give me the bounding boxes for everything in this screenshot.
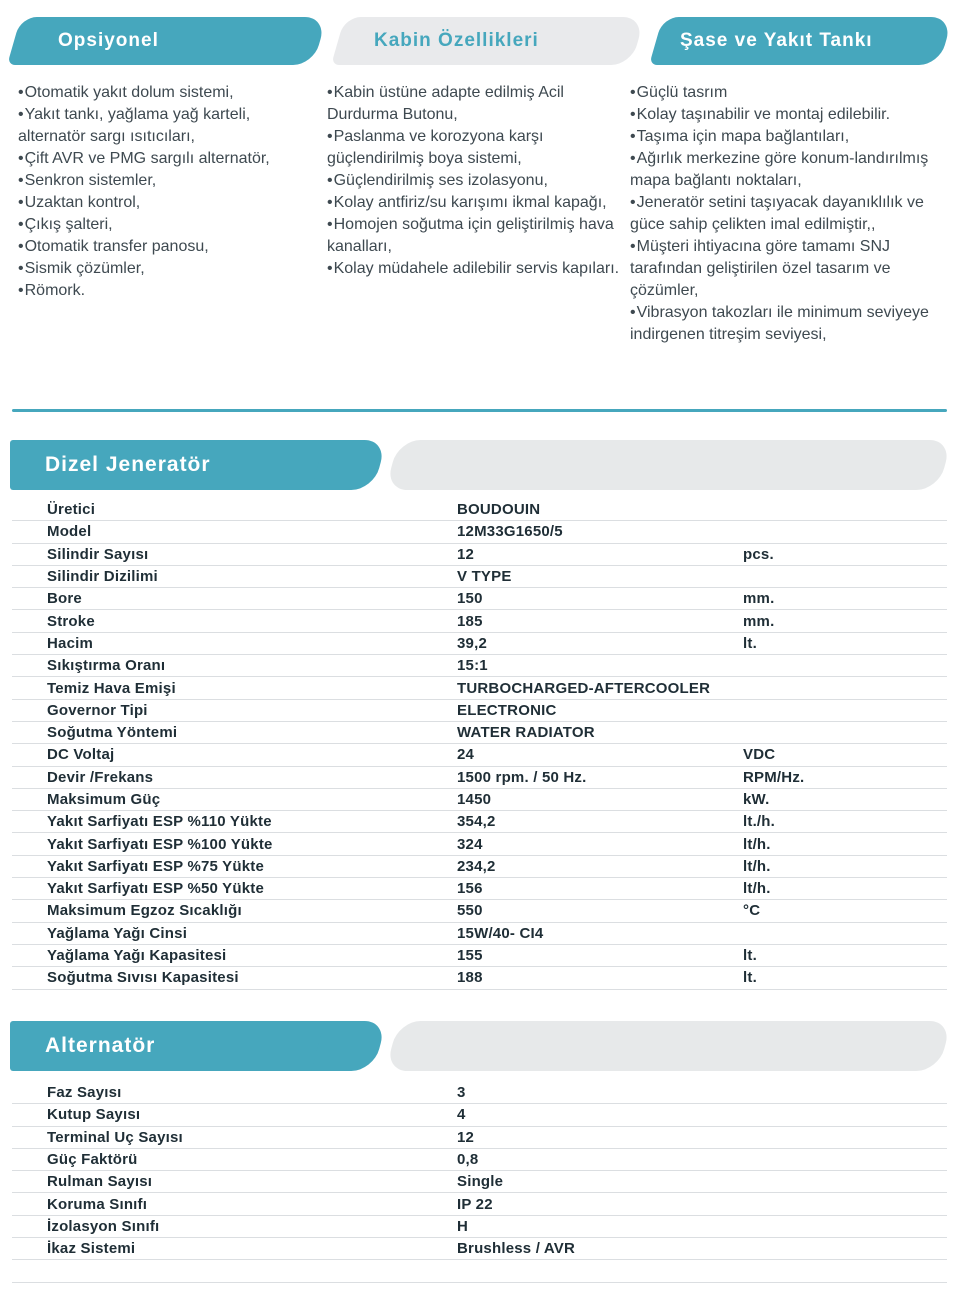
spec-label: İkaz Sistemi: [47, 1240, 136, 1258]
kabin-bullet-list: [327, 82, 625, 280]
spec-value: 3: [457, 1084, 466, 1102]
list-item-text: Römork.: [24, 282, 86, 299]
spec-unit: pcs.: [743, 545, 774, 563]
table-row: [12, 1082, 947, 1104]
spec-value: 4: [457, 1106, 466, 1124]
list-item: [18, 82, 296, 104]
list-item: [18, 148, 296, 170]
spec-value: 15W/40- CI4: [457, 924, 544, 942]
table-row: [12, 588, 947, 610]
bullet-icon: •: [327, 84, 333, 101]
spec-value: ELECTRONIC: [457, 701, 557, 719]
bullet-icon: •: [18, 282, 24, 299]
list-item-text: Otomatik transfer panosu,: [24, 238, 209, 255]
tab-kabin-ozellikleri-label: Kabin Özellikleri: [374, 30, 539, 51]
table-row: [12, 945, 947, 967]
bullet-icon: •: [18, 84, 24, 101]
spec-label: Rulman Sayısı: [47, 1173, 153, 1191]
list-item: [630, 148, 940, 192]
list-item-text: Çıkış şalteri,: [24, 216, 113, 233]
spec-unit: mm.: [743, 612, 775, 630]
list-item-text: Jeneratör setini taşıyacak dayanıklılık ve güce sahip çelikten imal edilmiştir,,: [630, 194, 924, 233]
table-row: [12, 1171, 947, 1193]
spec-value: 24: [457, 746, 475, 764]
list-item: [630, 236, 940, 302]
spec-label: Temiz Hava Emişi: [47, 679, 176, 697]
spec-unit: lt./h.: [743, 813, 776, 831]
table-row: [12, 700, 947, 722]
tab-opsiyonel: [7, 17, 327, 65]
list-item: [327, 192, 625, 214]
list-item: [18, 214, 296, 236]
spec-label: Governor Tipi: [47, 701, 148, 719]
spec-label: Yağlama Yağı Kapasitesi: [47, 947, 227, 965]
spec-value: 12: [457, 1128, 475, 1146]
table-row: [12, 1260, 947, 1282]
table-row: [12, 1238, 947, 1260]
spec-label: Terminal Uç Sayısı: [47, 1128, 183, 1146]
spec-label: Güç Faktörü: [47, 1151, 138, 1169]
list-item-text: Yakıt tankı, yağlama yağ karteli, alternatör sargı ısıtıcıları,: [18, 106, 251, 145]
list-item: [18, 236, 296, 258]
spec-value: H: [457, 1217, 469, 1235]
list-item-text: Vibrasyon takozları ile minimum seviyeye indirgenen titreşim seviyesi,: [630, 304, 929, 343]
spec-label: Yakıt Sarfiyatı ESP %75 Yükte: [47, 857, 265, 875]
spec-unit: lt/h.: [743, 880, 771, 898]
spec-unit: lt.: [743, 969, 757, 987]
spec-unit: lt/h.: [743, 835, 771, 853]
list-item: [327, 258, 625, 280]
bullet-icon: •: [630, 106, 636, 123]
list-item: [630, 302, 940, 346]
spec-label: Maksimum Güç: [47, 791, 161, 808]
spec-label: Faz Sayısı: [47, 1084, 122, 1102]
table-row: [12, 767, 947, 789]
spec-label: Yakıt Sarfiyatı ESP %100 Yükte: [47, 835, 273, 853]
bullet-icon: •: [630, 128, 636, 145]
spec-value: V TYPE: [457, 568, 512, 586]
list-item: [18, 280, 296, 302]
list-item-text: Uzaktan kontrol,: [24, 194, 141, 211]
header-teal-band-cap: [311, 440, 386, 490]
list-item-text: Homojen soğutma için geliştirilmiş hava kanalları,: [327, 216, 614, 255]
spec-label: Koruma Sınıfı: [47, 1195, 148, 1213]
spec-value: 234,2: [457, 857, 496, 875]
list-item: [18, 258, 296, 280]
list-item: [327, 214, 625, 258]
spec-value: IP 22: [457, 1195, 493, 1213]
spec-value: WATER RADIATOR: [457, 724, 595, 742]
spec-value: 324: [457, 835, 483, 853]
table-row: [12, 744, 947, 766]
tab-kabin-ozellikleri: [331, 17, 645, 65]
spec-label: Yakıt Sarfiyatı ESP %50 Yükte: [47, 880, 265, 898]
list-item: [327, 170, 625, 192]
bullet-icon: •: [18, 194, 24, 211]
list-item-text: Çift AVR ve PMG sargılı alternatör,: [24, 150, 270, 167]
spec-unit: °C: [743, 902, 761, 920]
spec-label: Soğutma Yöntemi: [47, 724, 178, 742]
bullet-icon: •: [630, 304, 636, 321]
spec-value: 550: [457, 902, 483, 920]
spec-label: DC Voltaj: [47, 746, 115, 764]
list-item-text: Paslanma ve korozyona karşı güçlendirilmiş boya sistemi,: [327, 128, 544, 167]
table-row: [12, 811, 947, 833]
table-row: [12, 610, 947, 632]
table-row: [12, 856, 947, 878]
header-gray-band: [385, 440, 951, 490]
section-header-alternator: [10, 1021, 947, 1071]
list-item-text: Taşıma için mapa bağlantıları,: [636, 128, 850, 145]
spec-value: BOUDOUIN: [457, 501, 541, 519]
table-row: [12, 499, 947, 521]
bullet-icon: •: [18, 172, 24, 189]
list-item: [630, 104, 940, 126]
table-row: [12, 967, 947, 989]
table-row: [12, 1216, 947, 1238]
table-row: [12, 722, 947, 744]
bullet-icon: •: [327, 194, 333, 211]
spec-label: Sıkıştırma Oranı: [47, 657, 166, 675]
table-row: [12, 900, 947, 922]
spec-value: Single: [457, 1173, 504, 1191]
spec-label: Hacim: [47, 634, 94, 652]
tab-opsiyonel-label: Opsiyonel: [58, 30, 159, 51]
alternator-spec-table: [12, 1082, 947, 1283]
bullet-icon: •: [327, 216, 333, 233]
bullet-icon: •: [327, 172, 333, 189]
table-row: [12, 1149, 947, 1171]
spec-value: 1500 rpm. / 50 Hz.: [457, 768, 587, 786]
spec-value: 15:1: [457, 657, 488, 675]
list-item: [630, 192, 940, 236]
table-row: [12, 923, 947, 945]
spec-value: 12: [457, 545, 475, 563]
spec-unit: lt/h.: [743, 857, 771, 875]
opsiyonel-bullet-list: [18, 82, 296, 302]
list-item: [630, 126, 940, 148]
spec-label: Silindir Sayısı: [47, 545, 149, 563]
spec-label: Soğutma Sıvısı Kapasitesi: [47, 969, 239, 987]
list-item: [327, 82, 625, 126]
bullet-icon: •: [630, 194, 636, 211]
spec-value: 12M33G1650/5: [457, 523, 563, 541]
spec-label: İzolasyon Sınıfı: [47, 1217, 160, 1235]
spec-label: Maksimum Egzoz Sıcaklığı: [47, 902, 242, 920]
table-row: [12, 633, 947, 655]
bullet-icon: •: [630, 238, 636, 255]
spec-label: Üretici: [47, 501, 96, 519]
bullet-icon: •: [327, 260, 333, 277]
tab-sase-ve-yakit-tanki: [649, 17, 953, 65]
list-item-text: Kolay müdahele adilebilir servis kapıları.: [333, 260, 620, 277]
list-item: [18, 192, 296, 214]
spec-unit: lt.: [743, 947, 757, 965]
bullet-icon: •: [18, 260, 24, 277]
spec-value: TURBOCHARGED-AFTERCOOLER: [457, 679, 711, 697]
spec-unit: lt.: [743, 634, 757, 652]
list-item-text: Ağırlık merkezine göre konum-landırılmış mapa bağlantı noktaları,: [630, 150, 929, 189]
table-row: [12, 655, 947, 677]
table-row: [12, 833, 947, 855]
list-item-text: Kolay taşınabilir ve montaj edilebilir.: [636, 106, 891, 123]
list-item-text: Kolay antfiriz/su karışımı ikmal kapağı,: [333, 194, 607, 211]
spec-value: 354,2: [457, 813, 496, 831]
list-item: [18, 104, 296, 148]
list-item-text: Senkron sistemler,: [24, 172, 157, 189]
table-row: [12, 878, 947, 900]
table-row: [12, 1193, 947, 1215]
bullet-icon: •: [18, 238, 24, 255]
dizel-jenerator-spec-table: [12, 499, 947, 990]
list-item-text: Güçlendirilmiş ses izolasyonu,: [333, 172, 548, 189]
spec-unit: mm.: [743, 590, 775, 608]
bullet-icon: •: [18, 106, 24, 123]
spec-unit: VDC: [743, 746, 776, 764]
spec-unit: kW.: [743, 791, 770, 808]
section-header-dizel-jenerator: [10, 440, 947, 490]
list-item-text: Müşteri ihtiyacına göre tamamı SNJ tarafından geliştirilen özel tasarım ve çözümler,: [630, 238, 891, 299]
list-item-text: Güçlü tasrım: [636, 84, 728, 101]
list-item-text: Sismik çözümler,: [24, 260, 145, 277]
spec-value: 185: [457, 612, 483, 630]
section-divider-rule: [12, 409, 947, 412]
sase-bullet-list: [630, 82, 940, 346]
list-item-text: Otomatik yakıt dolum sistemi,: [24, 84, 234, 101]
list-item: [327, 126, 625, 170]
spec-label: Silindir Dizilimi: [47, 568, 158, 586]
spec-label: Devir /Frekans: [47, 768, 154, 786]
header-gray-band: [385, 1021, 951, 1071]
bullet-icon: •: [630, 84, 636, 101]
spec-value: 156: [457, 880, 483, 898]
section-title: Alternatör: [45, 1034, 156, 1057]
list-item: [18, 170, 296, 192]
table-row: [12, 789, 947, 811]
table-row: [12, 544, 947, 566]
section-title: Dizel Jeneratör: [45, 453, 211, 476]
spec-label: Kutup Sayısı: [47, 1106, 141, 1124]
list-item-text: Kabin üstüne adapte edilmiş Acil Durdurma Butonu,: [327, 84, 564, 123]
spec-value: 188: [457, 969, 483, 987]
table-row: [12, 521, 947, 543]
spec-value: 0,8: [457, 1151, 479, 1169]
table-row: [12, 677, 947, 699]
list-item: [630, 82, 940, 104]
bullet-icon: •: [18, 216, 24, 233]
spec-label: Yakıt Sarfiyatı ESP %110 Yükte: [47, 813, 272, 831]
spec-value: 1450: [457, 791, 492, 808]
table-row: [12, 566, 947, 588]
table-row: [12, 1127, 947, 1149]
spec-label: Stroke: [47, 612, 95, 630]
header-teal-band-cap: [311, 1021, 386, 1071]
bullet-icon: •: [327, 128, 333, 145]
spec-value: 150: [457, 590, 483, 608]
spec-label: Bore: [47, 590, 82, 608]
table-row: [12, 1104, 947, 1126]
tab-sase-ve-yakit-tanki-label: Şase ve Yakıt Tankı: [680, 30, 873, 51]
bullet-icon: •: [18, 150, 24, 167]
spec-unit: RPM/Hz.: [743, 768, 805, 786]
spec-label: Yağlama Yağı Cinsi: [47, 924, 188, 942]
spec-label: Model: [47, 523, 92, 541]
spec-value: 39,2: [457, 634, 487, 652]
spec-value: Brushless / AVR: [457, 1240, 576, 1258]
bullet-icon: •: [630, 150, 636, 167]
spec-value: 155: [457, 947, 483, 965]
